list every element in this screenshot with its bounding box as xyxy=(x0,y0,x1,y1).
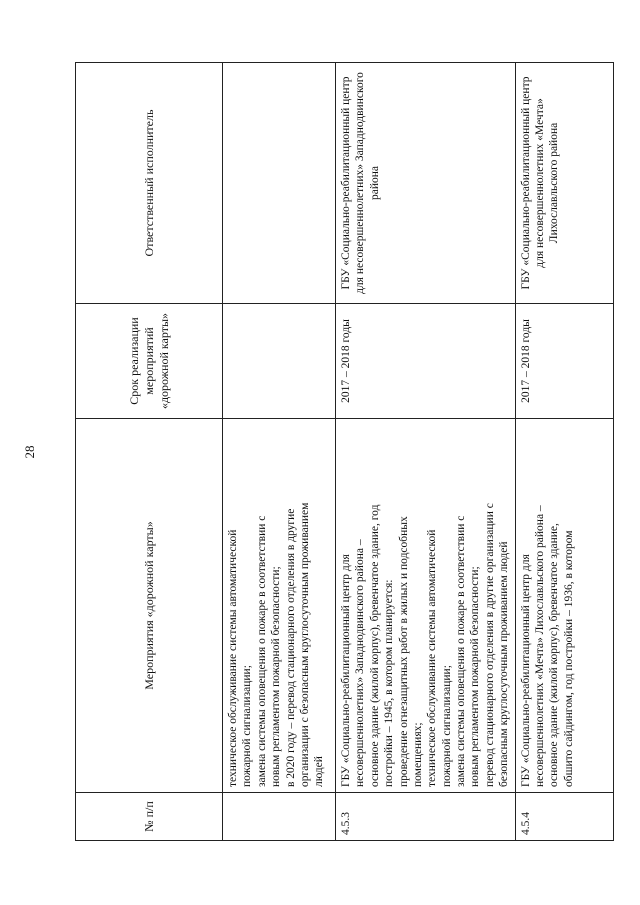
row-activity xyxy=(515,419,613,793)
table-row xyxy=(515,63,613,841)
activity-line: перевод стационарного отделения в другие организации с xyxy=(483,503,496,787)
activity-line: новым регламентом пожарной безопасности; xyxy=(270,566,283,787)
activity-line: организации с безопасным круглосуточным проживанием xyxy=(298,502,311,787)
activity-line: замена системы оповещения о пожаре в соответствии с xyxy=(255,515,268,787)
row-responsible: ГБУ «Социально-реабилитационный центр для несовершеннолетних «Мечта» Лихославльского района xyxy=(515,63,613,304)
activity-line: новым регламентом пожарной безопасности; xyxy=(469,566,482,787)
activity-line: людей xyxy=(313,756,326,787)
table-header-row xyxy=(76,63,223,841)
row-term: 2017 – 2018 годы xyxy=(515,304,613,419)
table-row xyxy=(223,63,336,841)
activity-line: несовершеннолетних» Западнодвинского района – xyxy=(354,539,367,787)
table-row xyxy=(336,63,516,841)
activity-line: в 2020 году – перевод стационарного отделения в другие xyxy=(284,508,297,787)
header-responsible: Ответственный исполнитель xyxy=(76,63,223,304)
activity-line: ГБУ «Социально-реабилитационный центр для xyxy=(340,554,352,787)
row-num: 4.5.3 xyxy=(336,793,516,841)
activity-line: постройки – 1945, в котором планируется: xyxy=(383,579,396,787)
page-number: 28 xyxy=(22,445,37,459)
rotated-table-container xyxy=(75,63,575,841)
activity-line: пожарной сигнализации; xyxy=(440,665,453,787)
row-num: 4.5.4 xyxy=(515,793,613,841)
activity-line: проведение огнезащитных работ в жилых и подсобных xyxy=(397,516,410,787)
activity-line: ГБУ «Социально-реабилитационный центр для xyxy=(519,554,532,787)
row-num xyxy=(223,793,336,841)
row-term xyxy=(223,304,336,419)
row-responsible xyxy=(223,63,336,304)
row-responsible: ГБУ «Социально-реабилитационный центр для несовершеннолетних» Западнодвинского района xyxy=(336,63,516,304)
activity-line: основное здание (жилой корпус), бревенчатое здание, год xyxy=(368,504,381,787)
roadmap-table xyxy=(75,62,614,841)
row-activity xyxy=(336,419,516,793)
row-activity xyxy=(223,419,336,793)
header-activity: Мероприятия «дорожной карты» xyxy=(76,419,223,793)
activity-line: пожарной сигнализации; xyxy=(241,665,254,787)
activity-line: замена системы оповещения о пожаре в соответствии с xyxy=(455,515,467,787)
header-num: № п/п xyxy=(76,793,223,841)
activity-line: помещениях; xyxy=(411,722,424,787)
activity-line: несовершеннолетних «Мечта» Лихославльского района – xyxy=(533,505,546,787)
header-term: Срок реализации мероприятий «дорожной карты» xyxy=(76,304,223,419)
activity-line: безопасным круглосуточным проживанием людей xyxy=(498,541,511,787)
activity-line: обшито сайдингом, год постройки – 1936, в котором xyxy=(562,530,575,787)
activity-line: основное здание (жилой корпус), бревенчатое здание, xyxy=(548,523,561,787)
activity-line: техническое обслуживание системы автоматической xyxy=(227,529,239,787)
row-term: 2017 – 2018 годы xyxy=(336,304,516,419)
activity-line: техническое обслуживание системы автоматической xyxy=(426,529,439,787)
